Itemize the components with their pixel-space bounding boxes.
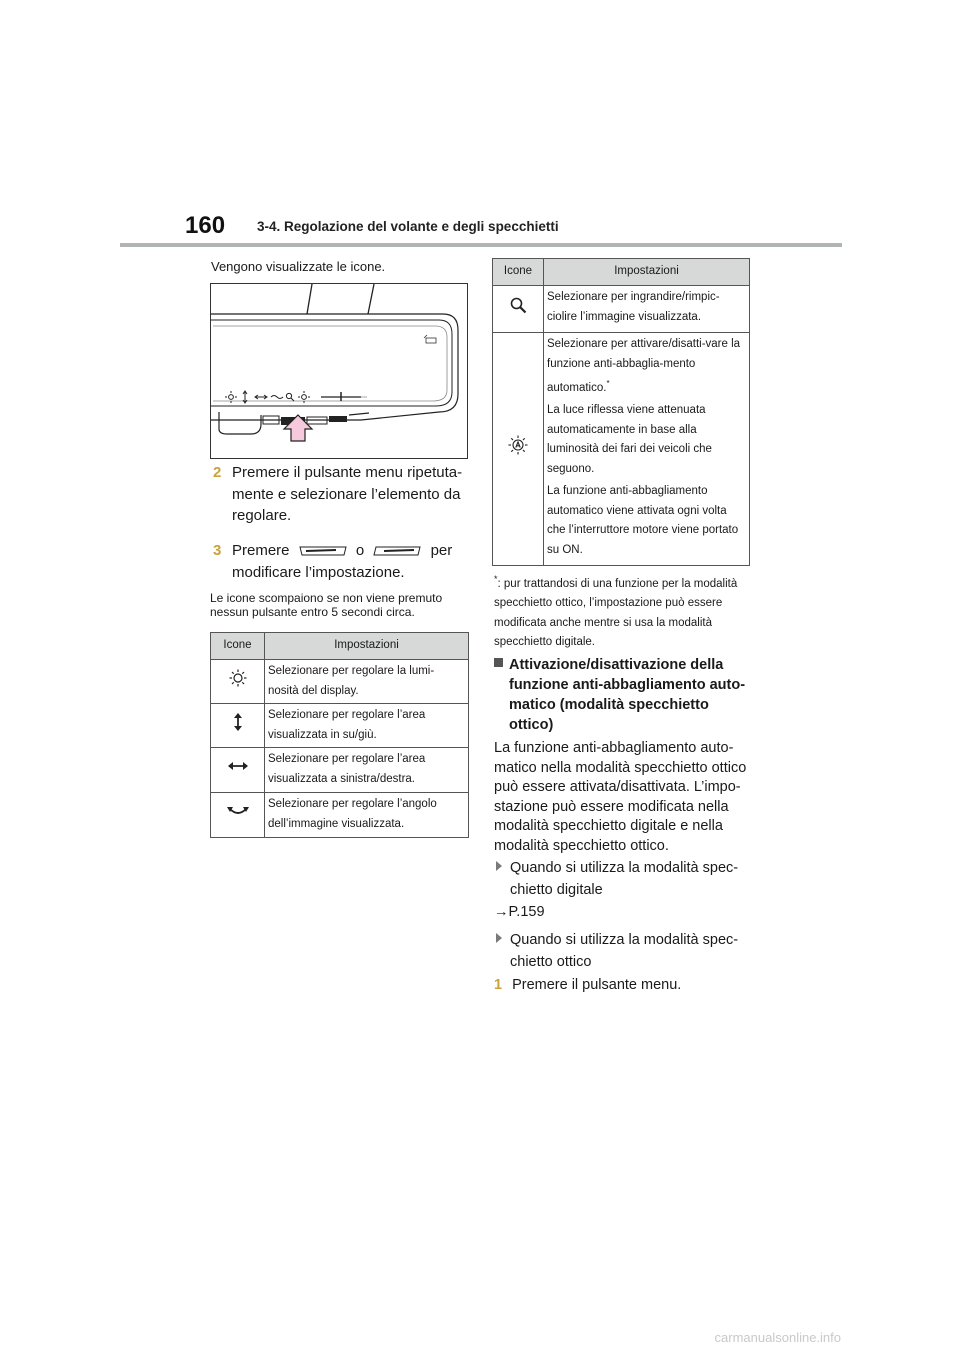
mirror-illustration [210, 283, 468, 459]
table-row [493, 333, 750, 566]
mirror-button-left-icon [298, 545, 348, 557]
row-text: Selezionare per regolare la lumi-nosità del display. [265, 660, 469, 704]
footnote-marker: * [606, 379, 610, 388]
intro-text: Vengono visualizzate le icone. [211, 259, 386, 274]
step-3-number: 3 [213, 542, 222, 559]
step-2-text: Premere il pulsante menu ripetuta-mente e selezionare l’elemento da regolare. [232, 464, 463, 524]
col-header-icons: Icone [211, 633, 265, 660]
footnote-text: : pur trattandosi di una funzione per la modalità specchietto ottico, l’impostazione può essere modificata anche mentre si usa la modalità specchietto digitale. [494, 577, 738, 649]
mirror-drawing [211, 284, 467, 458]
col-header-settings: Impostazioni [544, 259, 750, 286]
col-header-icons: Icone [493, 259, 544, 286]
row-text-main: Selezionare per attivare/disatti-vare la funzione anti-abbaglia-mento automatico. [547, 338, 741, 394]
step-1 [494, 977, 681, 993]
row-text: Selezionare per ingrandire/rimpic-ciolire l’immagine visualizzata. [547, 291, 720, 323]
bullet-text: Quando si utilizza la modalità spec-chietto ottico [510, 932, 739, 970]
row-text: Selezionare per regolare l’area visualizzata in su/giù. [265, 704, 469, 748]
step-1-number: 1 [494, 977, 503, 993]
square-bullet-icon [494, 658, 503, 667]
brightness-icon [229, 669, 247, 687]
subheading-text: Attivazione/disattivazione della funzione anti-abbagliamento auto-matico (modalità specchietto ottico) [509, 657, 746, 733]
row-text: Selezionare per regolare l’area visualizzata a sinistra/destra. [265, 748, 469, 793]
footnote [494, 570, 750, 653]
footnote-mark: * [494, 574, 498, 584]
table-row [493, 286, 750, 333]
table-row [211, 748, 469, 793]
row-text: Selezionare per regolare l’angolo dell’immagine visualizzata. [265, 793, 469, 838]
bullet-optical-mode [496, 929, 756, 973]
zoom-icon [509, 296, 527, 314]
icons-note: Le icone scompaiono se non viene premuto nessun pulsante entro 5 secondi circa. [210, 591, 443, 619]
table-row [211, 704, 469, 748]
tilt-angle-icon [227, 805, 249, 817]
icons-table-left [210, 632, 469, 838]
watermark: carmanualsonline.info [714, 1330, 841, 1345]
step-3-line2: modificare l’impostazione. [232, 563, 405, 581]
page-reference-link[interactable]: →P.159 [494, 904, 545, 920]
step-3-pre: Premere [232, 542, 290, 559]
table-row [211, 660, 469, 704]
bullet-text: Quando si utilizza la modalità spec-chietto digitale [510, 860, 739, 898]
triangle-bullet-icon [496, 933, 502, 943]
table-row [211, 793, 469, 838]
mirror-button-right-icon [372, 545, 422, 557]
bullet-digital-mode [496, 857, 756, 901]
row-text-detail: La luce riflessa viene attenuata automaticamente in base alla luminosità dei fari dei veicoli che seguono. [547, 404, 712, 475]
page-number: 160 [185, 212, 226, 239]
row-text-detail: La funzione anti-abbagliamento automatico viene attivata ogni volta che l’interruttore motore viene portato su ON. [547, 485, 739, 556]
icons-table-right [492, 258, 750, 566]
triangle-bullet-icon [496, 861, 502, 871]
section-subheading [494, 655, 754, 735]
section-title: 3-4. Regolazione del volante e degli specchietti [257, 219, 559, 234]
step-3 [213, 540, 473, 583]
row-text [547, 335, 743, 398]
col-header-settings: Impostazioni [265, 633, 469, 660]
table-header-row [211, 633, 469, 660]
table-header-row [493, 259, 750, 286]
auto-antiglare-icon [508, 435, 528, 455]
step-2-number: 2 [213, 464, 222, 481]
horizontal-arrows-icon [227, 760, 249, 772]
step-2 [213, 462, 473, 527]
header-rule [120, 243, 842, 247]
step-3-mid: o [355, 542, 365, 559]
step-3-post: per [430, 542, 453, 559]
vertical-arrows-icon [231, 712, 245, 732]
body-paragraph: La funzione anti-abbagliamento auto-matico nella modalità specchietto ottico può essere attivata/disattivata. L’impo-stazione può essere modificata nella modalità specchietto digitale e nella modalità specchietto ottico. [494, 740, 747, 854]
step-1-text: Premere il pulsante menu. [512, 977, 682, 993]
